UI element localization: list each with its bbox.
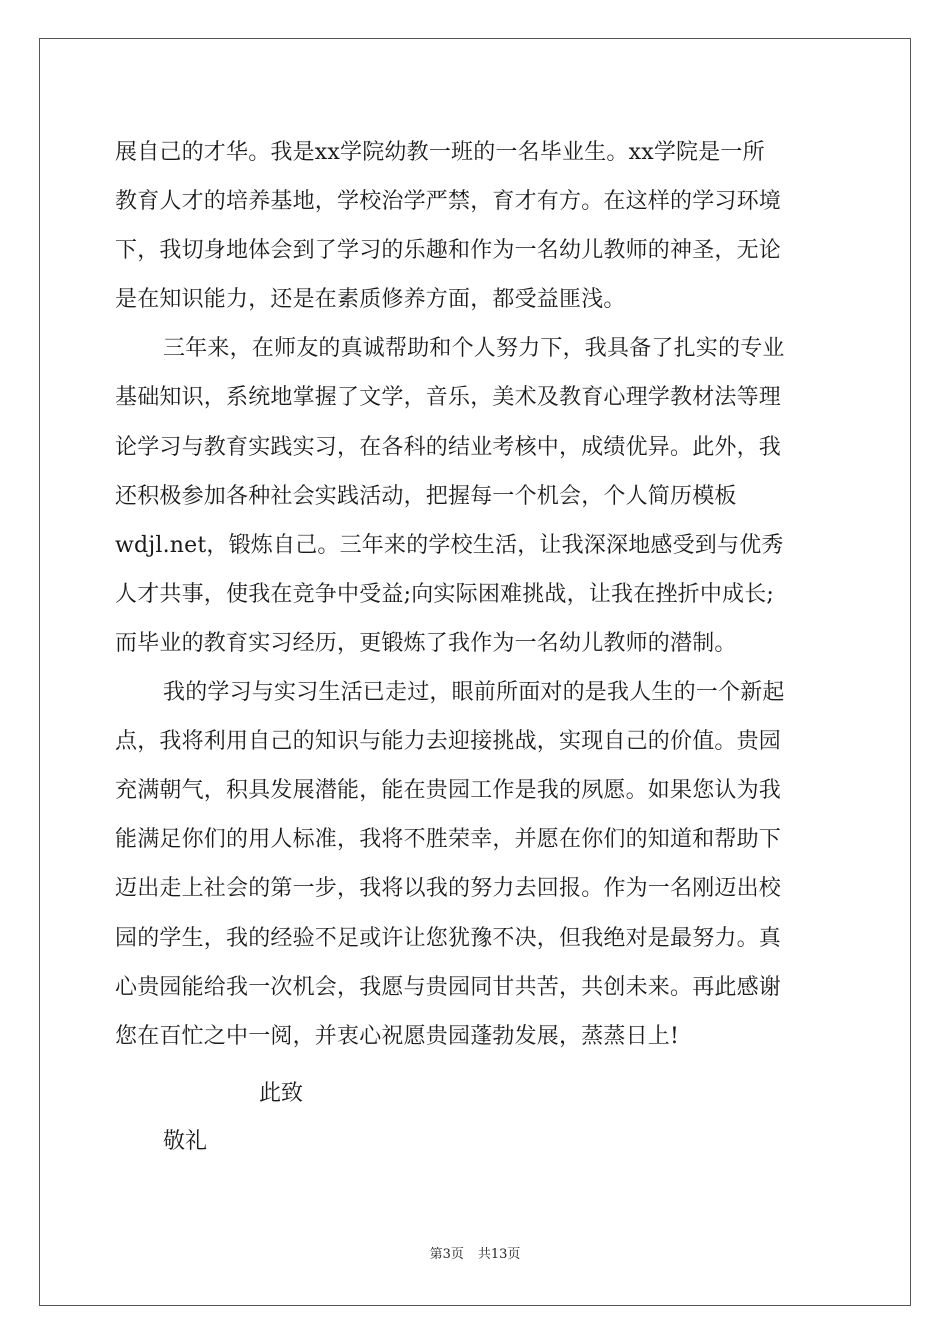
page-number-total: 共13页 [477,1247,521,1262]
letter-body [115,128,835,1061]
text-line: 您在百忙之中一阅，并衷心祝愿贵园蓬勃发展，蒸蒸日上! [115,1023,680,1049]
text-line: 展自己的才华。我是xx学院幼教一班的一名毕业生。xx学院是一所 [115,140,765,165]
text-line: 点，我将利用自己的知识与能力去迎接挑战，实现自己的价值。贵园 [115,729,782,755]
text-line: 心贵园能给我一次机会，我愿与贵园同甘共苦，共创未来。再此感谢 [115,974,782,1000]
text-line: 教育人才的培养基地，学校治学严禁，育才有方。在这样的学习环境 [115,189,782,215]
paragraph-start-line: 三年来，在师友的真诚帮助和个人努力下，我具备了扎实的专业 [163,336,785,362]
salutation: 此致 [259,1081,304,1106]
text-line: 迈出走上社会的第一步，我将以我的努力去回报。作为一名刚迈出校 [115,876,782,902]
text-line: 下，我切身地体会到了学习的乐趣和作为一名幼儿教师的神圣，无论 [115,238,782,264]
paragraph-start-line: 我的学习与实习生活已走过，眼前所面对的是我人生的一个新起 [163,680,785,706]
text-line: 是在知识能力，还是在素质修养方面，都受益匪浅。 [115,287,626,313]
text-line: wdjl.net，锻炼自己。三年来的学校生活，让我深深地感受到与优秀 [115,532,784,558]
closing-regards: 敬礼 [163,1129,208,1154]
page-number-current: 第3页 [429,1247,464,1262]
text-line: 能满足你们的用人标准，我将不胜荣幸，并愿在你们的知道和帮助下 [115,827,782,853]
text-line: 而毕业的教育实习经历，更锻炼了我作为一名幼儿教师的潜制。 [115,630,737,656]
text-line: 还积极参加各种社会实践活动，把握每一个机会，个人简历模板 [115,483,737,509]
text-line: 人才共事，使我在竞争中受益;向实际困难挑战，让我在挫折中成长; [115,581,775,607]
text-line: 基础知识，系统地掌握了文学，音乐，美术及教育心理学教材法等理 [115,385,782,411]
text-line: 充满朝气，积具发展潜能，能在贵园工作是我的夙愿。如果您认为我 [115,778,782,804]
page-footer [0,1245,950,1265]
text-line: 园的学生，我的经验不足或许让您犹豫不决，但我绝对是最努力。真 [115,925,782,951]
text-line: 论学习与教育实践实习，在各科的结业考核中，成绩优异。此外，我 [115,434,782,460]
